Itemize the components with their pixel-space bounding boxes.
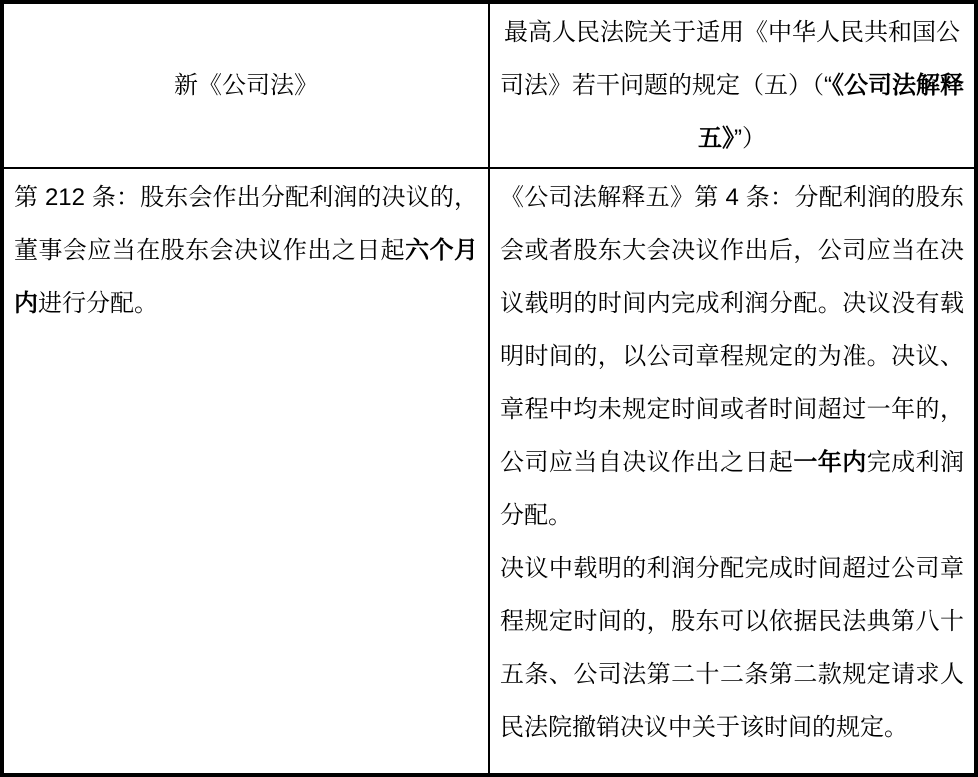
paragraph-interpretation-clause-2 — [500, 542, 964, 754]
header-cell-judicial-interpretation — [489, 2, 976, 168]
text-run: 第 212 条：股东会作出分配利润的决议的，董事会应当在股东会决议作出之日起 — [14, 184, 478, 264]
header-text-run: ”） — [734, 125, 766, 152]
table-header-row — [2, 2, 976, 168]
body-cell-article-212 — [2, 168, 489, 775]
header-text-run: 最高人民法院关于适用《中华人民共和国公司法》若干问题的规定（五）（“ — [500, 19, 960, 99]
text-run: 进行分配。 — [38, 290, 158, 317]
body-cell-interpretation-article-4 — [489, 168, 976, 775]
table-body-row — [2, 168, 976, 775]
text-run-bold-six-months: 六个月内 — [14, 237, 479, 317]
text-run: 完成利润分配。 — [500, 449, 965, 529]
header-text-run-bold: 《公司法解释五》 — [698, 72, 964, 152]
header-cell-new-company-law — [2, 2, 489, 168]
paragraph-interpretation-clause-1 — [500, 171, 964, 542]
header-text-new-company-law: 新《公司法》 — [174, 72, 318, 99]
text-run: 决议中载明的利润分配完成时间超过公司章程规定时间的，股东可以依据民法典第八十五条、公司法第二十二条第二款规定请求人民法院撤销决议中关于该时间的规定。 — [500, 555, 964, 741]
text-run-bold-one-year: 一年内 — [793, 449, 867, 476]
text-run: 《公司法解释五》第 4 条：分配利润的股东会或者股东大会决议作出后，公司应当在决议载明的时间内完成利润分配。决议没有载明时间的，以公司章程规定的为准。决议、章程中均未规定时间或者时间超过一年的，公司应当自决议作出之日起 — [500, 184, 964, 476]
paragraph-article-212 — [14, 171, 478, 330]
